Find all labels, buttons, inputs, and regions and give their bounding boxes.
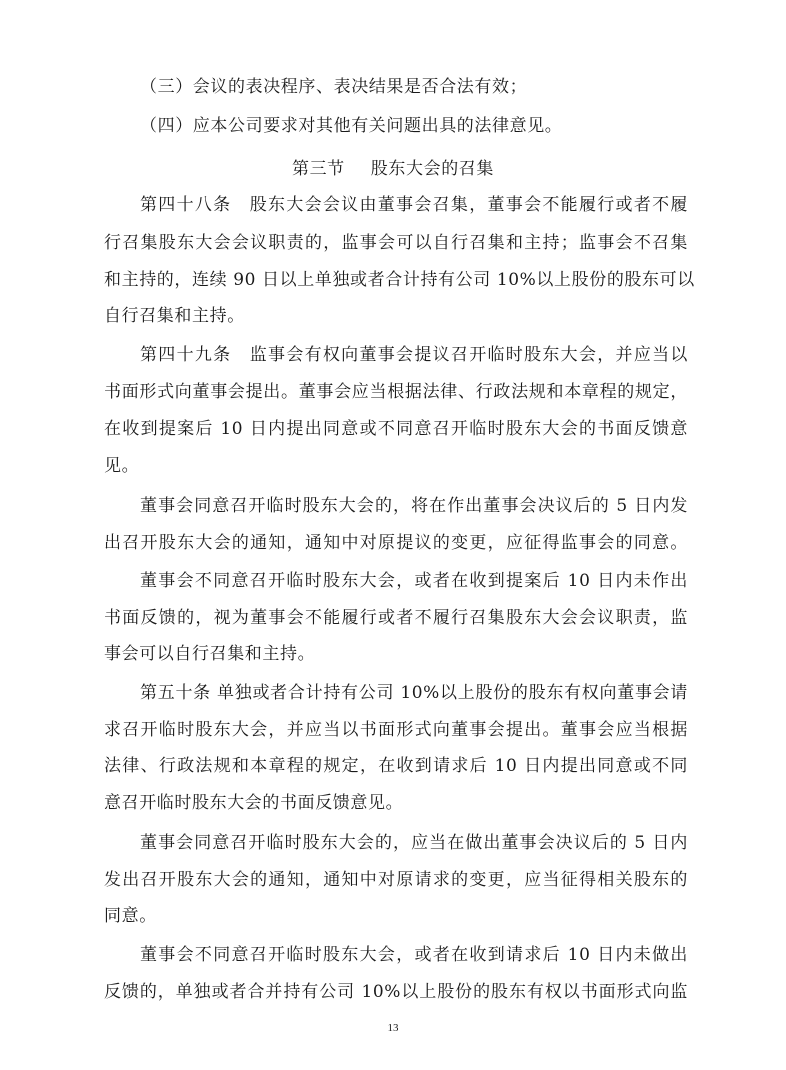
article-50-para3-line: 董事会不同意召开临时股东大会，或者在收到请求后 10 日内未做出 [140, 945, 688, 965]
section-heading [0, 158, 786, 180]
article-49-para2-line: 出召开股东大会的通知，通知中对原提议的变更，应征得监事会的同意。 [104, 533, 688, 553]
article-50-line: 意召开临时股东大会的书面反馈意见。 [104, 793, 404, 813]
article-48-line: 和主持的，连续 90 日以上单独或者合计持有公司 10%以上股份的股东可以 [104, 270, 695, 290]
article-50-para2-line: 董事会同意召开临时股东大会的，应当在做出董事会决议后的 5 日内 [140, 833, 688, 853]
article-50-line: 求召开临时股东大会，并应当以书面形式向董事会提出。董事会应当根据 [104, 720, 688, 740]
article-48-line: 第四十八条 股东大会会议由董事会召集，董事会不能履行或者不履 [140, 195, 688, 215]
article-50-line: 法律、行政法规和本章程的规定，在收到请求后 10 日内提出同意或不同 [104, 756, 688, 776]
article-50-line: 第五十条 单独或者合计持有公司 10%以上股份的股东有权向董事会请 [140, 683, 688, 703]
clause-item-4: （四）应本公司要求对其他有关问题出具的法律意见。 [140, 116, 563, 136]
article-50-para3-line: 反馈的，单独或者合并持有公司 10%以上股份的股东有权以书面形式向监 [104, 982, 688, 1002]
article-49-line: 书面形式向董事会提出。董事会应当根据法律、行政法规和本章程的规定， [104, 382, 688, 402]
article-50-para2-line: 同意。 [104, 906, 157, 926]
article-49-para3-line: 董事会不同意召开临时股东大会，或者在收到提案后 10 日内未作出 [140, 571, 688, 591]
section-number: 第三节 [291, 159, 345, 179]
article-48-line: 自行召集和主持。 [104, 306, 245, 326]
page-number: 13 [387, 1022, 399, 1034]
article-49-para3-line: 书面反馈的，视为董事会不能履行或者不履行召集股东大会会议职责，监 [104, 608, 688, 628]
article-49-para3-line: 事会可以自行召集和主持。 [104, 644, 316, 664]
article-48-line: 行召集股东大会会议职责的，监事会可以自行召集和主持；监事会不召集 [104, 233, 688, 253]
article-49-line: 见。 [104, 456, 140, 476]
article-50-para2-line: 发出召开股东大会的通知，通知中对原请求的变更，应当征得相关股东的 [104, 870, 688, 890]
article-49-line: 在收到提案后 10 日内提出同意或不同意召开临时股东大会的书面反馈意 [104, 419, 688, 439]
article-49-line: 第四十九条 监事会有权向董事会提议召开临时股东大会，并应当以 [140, 345, 688, 365]
article-49-para2-line: 董事会同意召开临时股东大会的，将在作出董事会决议后的 5 日内发 [140, 496, 688, 516]
clause-item-3: （三）会议的表决程序、表决结果是否合法有效； [140, 77, 528, 97]
section-title: 股东大会的召集 [370, 159, 494, 179]
